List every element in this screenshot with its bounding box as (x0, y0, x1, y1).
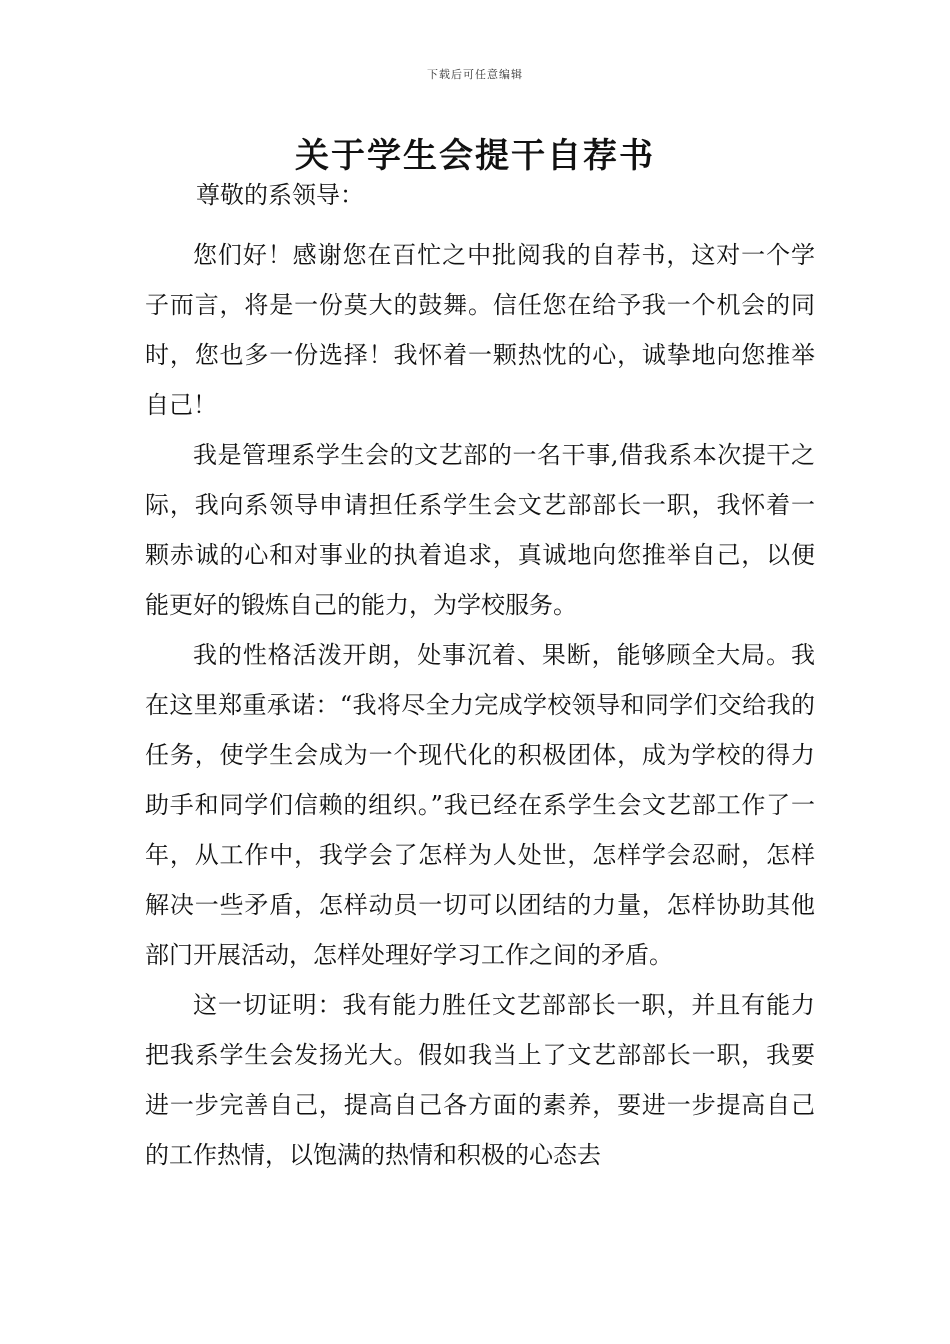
paragraph: 您们好！感谢您在百忙之中批阅我的自荐书，这对一个学子而言，将是一份莫大的鼓舞。信任您在给予我一个机会的同时，您也多一份选择！我怀着一颗热忱的心，诚挚地向您推举自己！ (145, 241, 815, 419)
document-title: 关于学生会提干自荐书 (295, 136, 655, 176)
document-body (145, 230, 815, 1180)
header-note: 下载后可任意编辑 (427, 68, 523, 81)
paragraph: 这一切证明：我有能力胜任文艺部部长一职，并且有能力把我系学生会发扬光大。假如我当上了文艺部部长一职，我要进一步完善自己，提高自己各方面的素养，要进一步提高自己的工作热情，以饱满的热情和积极的心态去 (145, 991, 815, 1169)
greeting: 尊敬的系领导： (196, 181, 364, 209)
paragraph: 我是管理系学生会的文艺部的一名干事,借我系本次提干之际，我向系领导申请担任系学生会文艺部部长一职，我怀着一颗赤诚的心和对事业的执着追求，真诚地向您推举自己，以便能更好的锻炼自己的能力，为学校服务。 (145, 441, 815, 619)
paragraph: 我的性格活泼开朗，处事沉着、果断，能够顾全大局。我在这里郑重承诺：“我将尽全力完成学校领导和同学们交给我的任务，使学生会成为一个现代化的积极团体，成为学校的得力助手和同学们信赖的组织。”我已经在系学生会文艺部工作了一年，从工作中，我学会了怎样为人处世，怎样学会忍耐，怎样解决一些矛盾，怎样动员一切可以团结的力量，怎样协助其他部门开展活动，怎样处理好学习工作之间的矛盾。 (145, 641, 815, 969)
